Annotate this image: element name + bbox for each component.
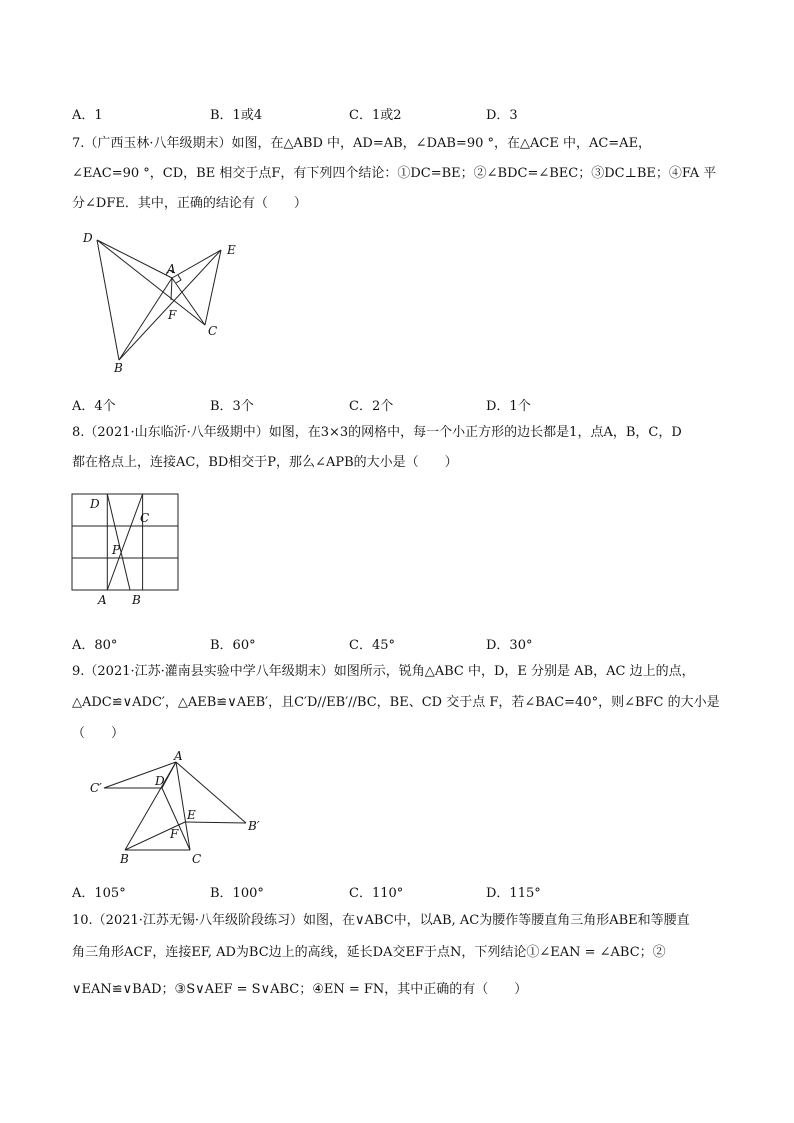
q8-label-p: P	[112, 543, 121, 557]
q8-text-line-1: 8.（2021·山东临沂·八年级期中）如图，在3×3的网格中，每一个小正方形的边长都是1，点A，B，C，D	[72, 425, 682, 440]
q10-text-line-1: 10.（2021·江苏无锡·八年级阶段练习）如图，在∨ABC中，以AB, AC为腰作等腰直角三角形ABE和等腰直	[72, 913, 690, 928]
q8-option-c: C．45°	[349, 638, 395, 653]
q7-text-line-3: 分∠DFE．其中，正确的结论有（ ）	[72, 196, 307, 211]
q7-label-f: F	[168, 308, 177, 322]
q9-label-d: D	[155, 774, 165, 788]
q9-option-a: A．105°	[72, 886, 126, 901]
q8-options	[72, 634, 632, 653]
q6-option-c: C．1或2	[349, 108, 402, 123]
q8-option-d: D．30°	[486, 638, 533, 653]
q8-label-b: B	[132, 593, 141, 607]
q9-label-b: B	[120, 852, 129, 866]
q7-text-line-1: 7.（广西玉林·八年级期末）如图，在△ABD 中，AD=AB，∠DAB=90 °，在△ACE 中，AC=AE，	[72, 136, 652, 151]
q7-label-b: B	[114, 361, 123, 375]
q9-option-d: D．115°	[486, 886, 541, 901]
q7-label-d: D	[83, 231, 93, 245]
q6-options	[72, 104, 632, 123]
q8-grid-figure	[70, 492, 200, 612]
q9-label-f: F	[170, 827, 179, 841]
q7-option-a: A．4个	[72, 399, 116, 414]
q9-text-line-2: △ADC≌∨ADC′，△AEB≌∨AEB′，且C′D//EB′//BC，BE、CD 交于点 F，若∠BAC=40°，则∠BFC 的大小是	[72, 695, 720, 710]
q8-label-d: D	[90, 497, 100, 511]
q9-text-line-3: （ ）	[72, 726, 125, 741]
q8-text-line-2: 都在格点上，连接AC，BD相交于P，那么∠APB的大小是（ ）	[72, 455, 458, 470]
q9-options	[72, 882, 632, 901]
q7-label-e: E	[227, 243, 236, 257]
q6-option-a: A．1	[72, 108, 103, 123]
q9-text-line-1: 9.（2021·江苏·灌南县实验中学八年级期末）如图所示，锐角△ABC 中，D，E 分别是 AB，AC 边上的点，	[72, 664, 695, 679]
q7-option-b: B．3个	[210, 399, 254, 414]
q7-option-d: D．1个	[486, 399, 531, 414]
q9-label-b-prime: B′	[248, 819, 260, 833]
q9-label-e: E	[187, 808, 196, 822]
q6-option-b: B．1或4	[210, 108, 263, 123]
q7-option-c: C．2个	[349, 399, 394, 414]
q10-text-line-3: ∨EAN≌∨BAD；③S∨AEF = S∨ABC；④EN = FN，其中正确的有（ ）	[72, 982, 528, 997]
q8-option-b: B．60°	[210, 638, 256, 653]
q8-label-c: C	[140, 511, 150, 525]
q10-text-line-2: 角三角形ACF，连接EF, AD为BC边上的高线，延长DA交EF于点N，下列结论①∠EAN = ∠ABC；②	[72, 945, 666, 960]
q8-label-a: A	[98, 593, 107, 607]
q8-option-a: A．80°	[72, 638, 118, 653]
q7-label-a: A	[167, 262, 176, 276]
q7-options	[72, 395, 632, 414]
q6-option-d: D．3	[486, 108, 518, 123]
q9-option-c: C．110°	[349, 886, 404, 901]
q9-label-a: A	[174, 749, 183, 763]
q9-figure	[88, 749, 288, 872]
q9-label-c: C	[192, 852, 202, 866]
q7-figure	[70, 228, 270, 378]
q9-option-b: B．100°	[210, 886, 264, 901]
q7-text-line-2: ∠EAC=90 °，CD，BE 相交于点F，有下列四个结论：①DC=BE；②∠BDC=∠BEC；③DC⊥BE；④FA 平	[72, 166, 717, 181]
q9-label-c-prime: C′	[90, 781, 102, 795]
q7-label-c: C	[208, 324, 218, 338]
